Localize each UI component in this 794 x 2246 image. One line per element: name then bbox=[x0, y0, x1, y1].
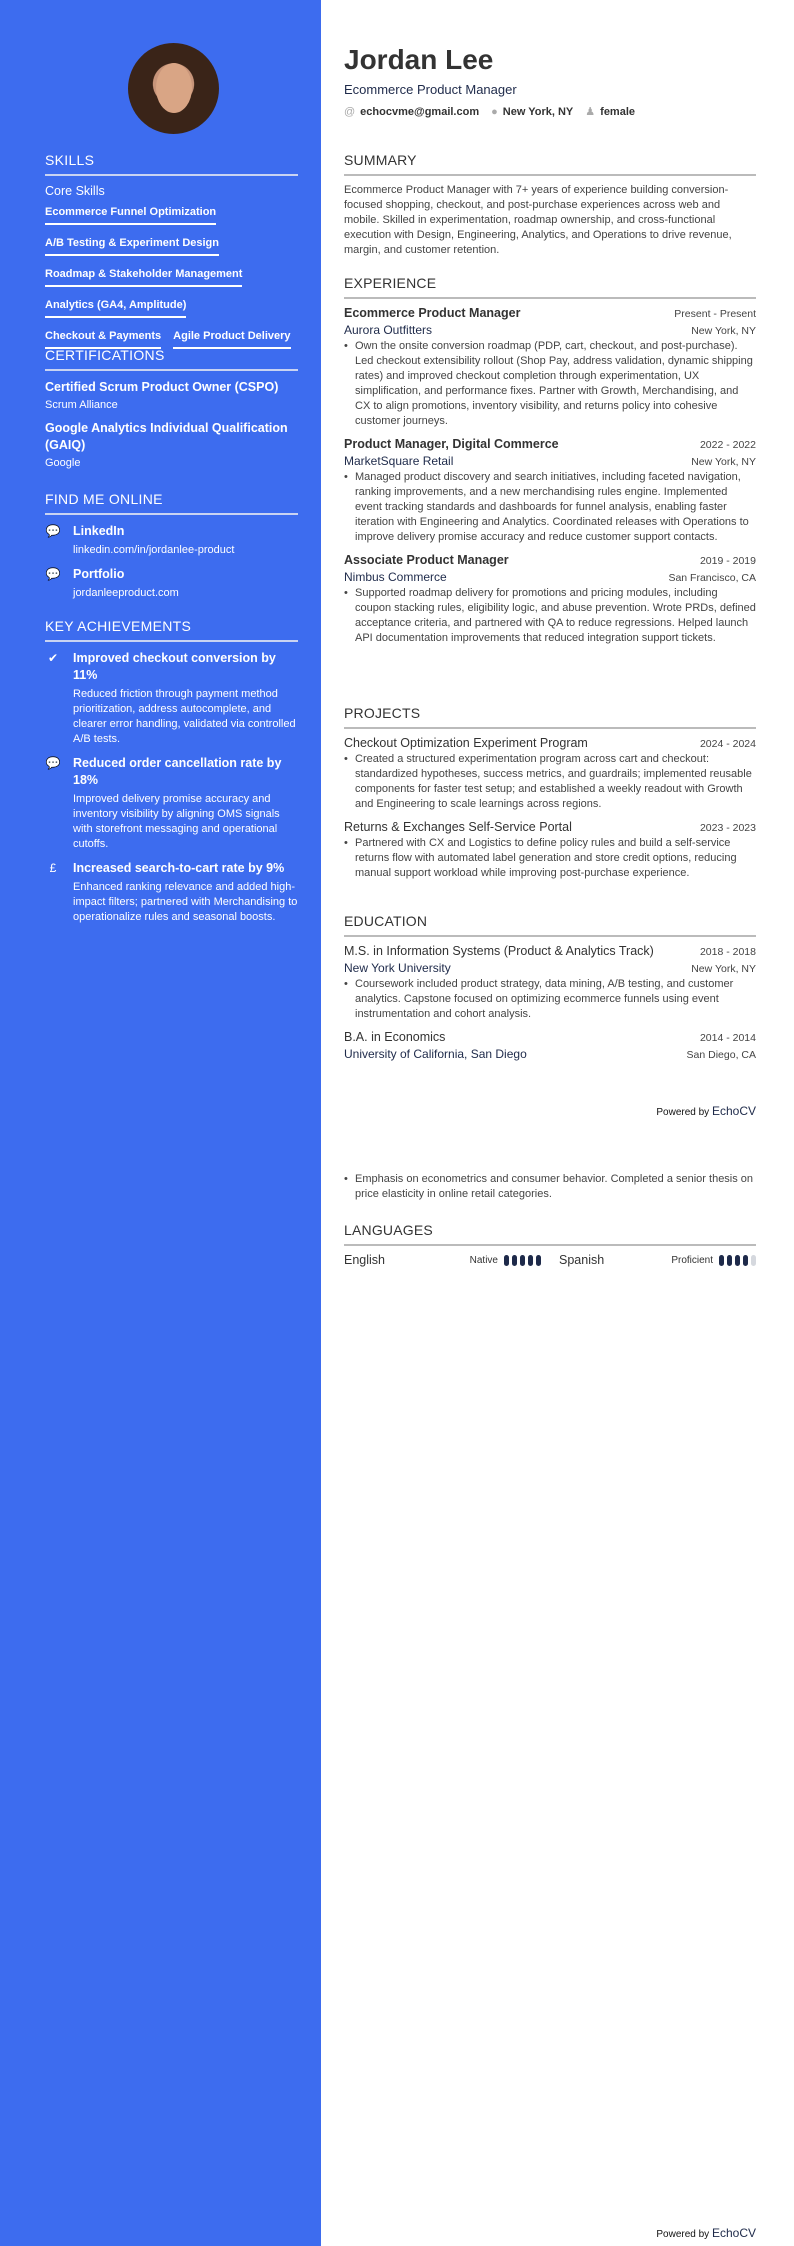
level-dot-filled bbox=[719, 1255, 724, 1266]
section-heading: EDUCATION bbox=[344, 913, 756, 937]
online-link-portfolio[interactable] bbox=[45, 566, 298, 601]
link-label: LinkedIn bbox=[73, 524, 125, 538]
online-link-linkedin[interactable] bbox=[45, 523, 298, 558]
summary-text: Ecommerce Product Manager with 7+ years of experience building conversion-focused shopping, checkout, and post-purchase experiences across web and mobile. Skilled in experimentation, roadmap ownership, and cross-functional execution with Design, Engineering, Analytics, and Operations to drive revenue, margin, and customer retention. bbox=[344, 184, 732, 256]
level-dot-filled bbox=[512, 1255, 517, 1266]
achievement-item bbox=[45, 650, 298, 747]
job-bullet: • Own the onsite conversion roadmap (PDP, cart, checkout, and post-purchase). Led checkout extensibility rollout (Shop Pay, address validation, dynamic shipping rates) and improved checkout completion through experimentation, UX simplification, and performance fixes. Partner with Growth, Merchandising, and CX to align promotions, inventory visibility, and returns policy into cohesive customer journeys. bbox=[344, 339, 756, 429]
achievement-item bbox=[45, 860, 298, 925]
job-dates: Present - Present bbox=[674, 308, 756, 320]
project-name: Checkout Optimization Experiment Program bbox=[344, 736, 588, 750]
achievements-section bbox=[45, 618, 298, 933]
project-bullet: • Partnered with CX and Logistics to define policy rules and build a self-service returns flow with automated label generation and store credit options, reducing manual support workload while improving post-purchase experience. bbox=[344, 836, 756, 881]
project-dates: 2024 - 2024 bbox=[699, 738, 756, 750]
achievement-title: Reduced order cancellation rate by 18% bbox=[73, 756, 282, 787]
experience-entry bbox=[344, 437, 756, 545]
cert-issuer: Google bbox=[45, 457, 81, 469]
job-role: Associate Product Manager bbox=[344, 553, 509, 567]
profile-photo bbox=[128, 43, 219, 134]
powered-by-footer bbox=[656, 2226, 756, 2240]
level-dot-empty bbox=[751, 1255, 756, 1266]
section-heading: CERTIFICATIONS bbox=[45, 347, 298, 371]
contact-email[interactable] bbox=[344, 106, 479, 118]
education-section bbox=[344, 913, 756, 1069]
achievement-title: Improved checkout conversion by 11% bbox=[73, 651, 276, 682]
check-circle-icon: ✔ bbox=[47, 651, 59, 665]
experience-section bbox=[344, 275, 756, 654]
achievement-title: Increased search-to-cart rate by 9% bbox=[73, 861, 285, 875]
level-dot-filled bbox=[504, 1255, 509, 1266]
languages-section bbox=[344, 1222, 756, 1267]
chat-bubble-icon: 💬 bbox=[45, 524, 61, 538]
achievement-desc: Enhanced ranking relevance and added high-impact filters; partnered with Merchandising to operationalize rules and seasonal boosts. bbox=[73, 881, 298, 923]
location-text: New York, NY bbox=[502, 105, 574, 118]
language-name: Spanish bbox=[559, 1253, 605, 1267]
job-location: San Francisco, CA bbox=[668, 572, 756, 584]
link-url[interactable]: linkedin.com/in/jordanlee-product bbox=[73, 544, 235, 556]
cert-title: Google Analytics Individual Qualification (GAIQ) bbox=[45, 421, 288, 452]
company: MarketSquare Retail bbox=[344, 454, 454, 468]
level-dots bbox=[504, 1255, 541, 1266]
section-heading: PROJECTS bbox=[344, 705, 756, 729]
chat-bubble-icon: 💬 bbox=[45, 567, 61, 581]
project-entry bbox=[344, 736, 756, 812]
skill-item: Checkout & Payments bbox=[45, 330, 161, 349]
gender-text: female bbox=[600, 106, 636, 118]
language-level: Native bbox=[469, 1254, 498, 1266]
link-label: Portfolio bbox=[73, 567, 125, 581]
job-role: Ecommerce Product Manager bbox=[344, 306, 521, 320]
achievement-desc: Reduced friction through payment method prioritization, address autocomplete, and clearer error handling, validated via controlled A/B tests. bbox=[73, 688, 296, 745]
location-pin-icon: ● bbox=[491, 105, 498, 118]
skill-item: Ecommerce Funnel Optimization bbox=[45, 206, 216, 225]
section-heading: LANGUAGES bbox=[344, 1222, 756, 1246]
project-dates: 2023 - 2023 bbox=[699, 822, 756, 834]
section-heading: SKILLS bbox=[45, 152, 298, 176]
edu-bullet: • Emphasis on econometrics and consumer behavior. Completed a senior thesis on price elasticity in online retail categories. bbox=[344, 1172, 756, 1202]
brand-name: EchoCV bbox=[711, 2226, 756, 2240]
achievement-item bbox=[45, 755, 298, 852]
project-bullet: • Created a structured experimentation program across cart and checkout: standardized hypotheses, success metrics, and guardrails; implemented reusable components for faster test setup; and established a weekly readout with Growth and Engineering to scale learnings across regions. bbox=[344, 752, 756, 812]
level-dot-filled bbox=[520, 1255, 525, 1266]
pound-coin-icon: £ bbox=[49, 861, 57, 875]
experience-entry bbox=[344, 306, 756, 429]
edu-location: New York, NY bbox=[691, 963, 756, 975]
brand-name: EchoCV bbox=[711, 1104, 756, 1118]
project-entry bbox=[344, 820, 756, 881]
skill-item: A/B Testing & Experiment Design bbox=[45, 237, 219, 256]
education-entry bbox=[344, 944, 756, 1022]
language-item bbox=[559, 1253, 756, 1267]
person-icon: ♟ bbox=[585, 106, 596, 118]
edu-bullet: • Coursework included product strategy, data mining, A/B testing, and customer analytics. Capstone focused on optimizing ecommerce funnels using event instrumentation and cohort analysis. bbox=[344, 977, 756, 1022]
job-dates: 2019 - 2019 bbox=[699, 555, 756, 567]
section-heading: KEY ACHIEVEMENTS bbox=[45, 618, 298, 642]
job-role: Product Manager, Digital Commerce bbox=[344, 437, 559, 451]
link-url[interactable]: jordanleeproduct.com bbox=[73, 587, 179, 599]
school: New York University bbox=[344, 961, 451, 975]
project-name: Returns & Exchanges Self-Service Portal bbox=[344, 820, 572, 834]
job-location: New York, NY bbox=[691, 325, 756, 337]
education-entry bbox=[344, 1030, 756, 1061]
level-dot-filled bbox=[536, 1255, 541, 1266]
skill-item: Analytics (GA4, Amplitude) bbox=[45, 299, 186, 318]
skills-group-title: Core Skills bbox=[45, 184, 105, 198]
edu-location: San Diego, CA bbox=[686, 1049, 756, 1061]
company: Aurora Outfitters bbox=[344, 323, 433, 337]
company: Nimbus Commerce bbox=[344, 570, 447, 584]
experience-entry bbox=[344, 553, 756, 646]
job-location: New York, NY bbox=[691, 456, 756, 468]
projects-section bbox=[344, 705, 756, 889]
at-icon: @ bbox=[344, 105, 356, 118]
education-continued bbox=[344, 1170, 756, 1202]
level-dots bbox=[719, 1255, 756, 1266]
section-heading: FIND ME ONLINE bbox=[45, 491, 298, 515]
contact-gender bbox=[585, 105, 635, 118]
chat-bubble-icon: 💬 bbox=[45, 756, 61, 770]
candidate-title: Ecommerce Product Manager bbox=[344, 82, 517, 97]
language-level: Proficient bbox=[671, 1254, 713, 1266]
language-name: English bbox=[344, 1253, 385, 1267]
sidebar bbox=[0, 0, 321, 2246]
powered-label: Powered by bbox=[656, 1107, 710, 1118]
edu-dates: 2014 - 2014 bbox=[699, 1032, 756, 1044]
degree: M.S. in Information Systems (Product & Analytics Track) bbox=[344, 944, 654, 958]
level-dot-filled bbox=[743, 1255, 748, 1266]
level-dot-filled bbox=[735, 1255, 740, 1266]
skill-item: Roadmap & Stakeholder Management bbox=[45, 268, 242, 287]
cert-title: Certified Scrum Product Owner (CSPO) bbox=[45, 380, 279, 394]
header bbox=[344, 44, 756, 118]
level-dot-filled bbox=[727, 1255, 732, 1266]
online-section bbox=[45, 491, 298, 609]
certifications-section bbox=[45, 347, 298, 478]
contact-location bbox=[491, 106, 573, 118]
job-bullet: • Supported roadmap delivery for promotions and pricing modules, including coupon stacking rules, eligibility logic, and abuse prevention. Wrote PRDs, defined acceptance criteria, and partnered with QA to reduce regressions. Helped launch API documentation improvements that reduced integration support tickets. bbox=[344, 586, 756, 646]
job-bullet: • Managed product discovery and search initiatives, including faceted navigation, ranking improvements, and a new merchandising rules engine. Implemented event tracking standards and dashboards for funnel analysis, enabling faster iteration with Engineering and Analytics. Coordinated releases with Operations to improve delivery promise accuracy and reduce customer support contacts. bbox=[344, 470, 756, 545]
skills-section bbox=[45, 152, 298, 357]
email-text: echocvme@gmail.com bbox=[360, 105, 480, 118]
degree: B.A. in Economics bbox=[344, 1030, 446, 1044]
achievement-desc: Improved delivery promise accuracy and inventory visibility by aligning OMS signals with storefront messaging and operational cutoffs. bbox=[73, 793, 280, 850]
language-item bbox=[344, 1253, 541, 1267]
job-dates: 2022 - 2022 bbox=[699, 439, 756, 451]
candidate-name: Jordan Lee bbox=[344, 44, 494, 75]
powered-label: Powered by bbox=[656, 2229, 710, 2240]
level-dot-filled bbox=[528, 1255, 533, 1266]
section-heading: SUMMARY bbox=[344, 152, 756, 176]
summary-section bbox=[344, 152, 756, 258]
edu-dates: 2018 - 2018 bbox=[699, 946, 756, 958]
cert-issuer: Scrum Alliance bbox=[45, 399, 118, 411]
skill-item: Agile Product Delivery bbox=[173, 330, 290, 349]
section-heading: EXPERIENCE bbox=[344, 275, 756, 299]
powered-by bbox=[656, 1104, 756, 1118]
school: University of California, San Diego bbox=[344, 1047, 527, 1061]
